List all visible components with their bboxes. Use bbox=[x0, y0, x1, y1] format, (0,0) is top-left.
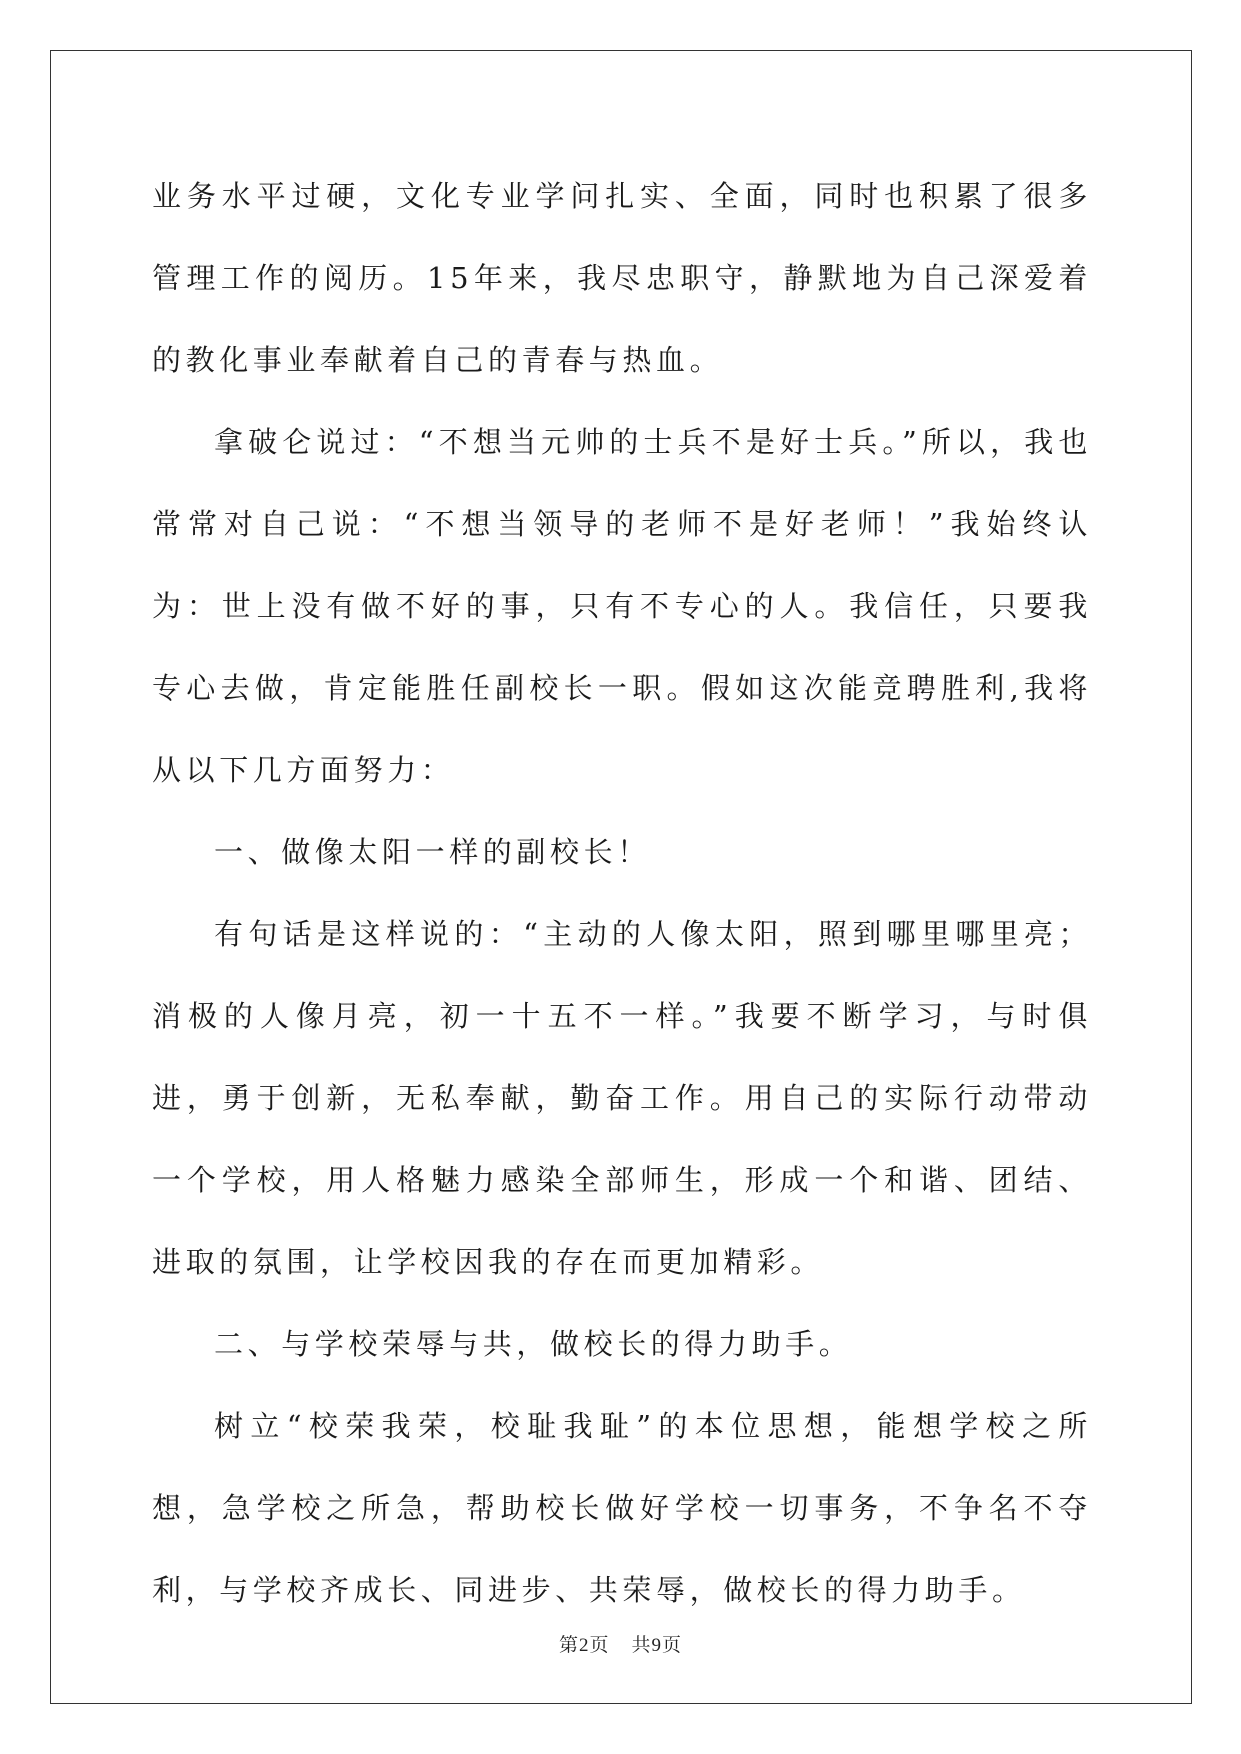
page-total-value: 9 bbox=[651, 1635, 663, 1656]
section-heading-1: 一、做像太阳一样的副校长！ bbox=[214, 835, 651, 869]
paragraph-3: 有句话是这样说的：“主动的人像太阳，照到哪里哪里亮；消极的人像月亮，初一十五不一样。”我要不断学习，与时俱进，勇于创新，无私奉献，勤奋工作。用自己的实际行动带动一个学校，用人格魅力感染全部师生，形成一个和谐、团结、进取的氛围，让学校因我的存在而更加精彩。 bbox=[152, 917, 1092, 1279]
paragraph-1: 业务水平过硬，文化专业学问扎实、全面，同时也积累了很多管理工作的阅历。15年来，我尽忠职守，静默地为自己深爱着的教化事业奉献着自己的青春与热血。 bbox=[152, 179, 1092, 377]
page-footer bbox=[0, 1630, 1241, 1657]
page-current: 2 bbox=[578, 1635, 590, 1656]
total-suffix: 页 bbox=[662, 1634, 683, 1656]
section-heading-2: 二、与学校荣辱与共，做校长的得力助手。 bbox=[214, 1327, 853, 1361]
total-prefix: 共 bbox=[631, 1634, 652, 1656]
page-suffix: 页 bbox=[589, 1634, 610, 1656]
document-body bbox=[152, 155, 1092, 1631]
page-prefix: 第 bbox=[558, 1634, 579, 1656]
page-total bbox=[632, 1634, 683, 1656]
paragraph-2: 拿破仑说过：“不想当元帅的士兵不是好士兵。”所以，我也常常对自己说：“不想当领导的老师不是好老师！”我始终认为：世上没有做不好的事，只有不专心的人。我信任，只要我专心去做，肯定能胜任副校长一职。假如这次能竞聘胜利,我将从以下几方面努力： bbox=[152, 425, 1092, 787]
page-number bbox=[559, 1634, 610, 1656]
paragraph-4: 树立“校荣我荣，校耻我耻”的本位思想，能想学校之所想，急学校之所急，帮助校长做好学校一切事务，不争名不夺利，与学校齐成长、同进步、共荣辱，做校长的得力助手。 bbox=[152, 1409, 1092, 1607]
